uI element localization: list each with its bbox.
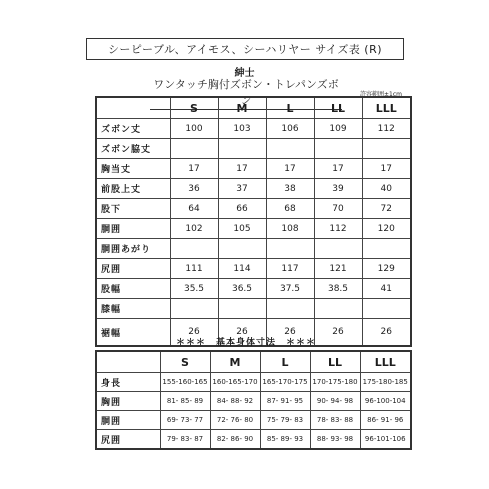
cell-value: 160-165-170 (210, 373, 260, 392)
corner-cell (96, 97, 170, 119)
cell-value: 117 (266, 259, 314, 279)
row-label: ズボン丈 (96, 119, 170, 139)
cell-value: 155-160-165 (160, 373, 210, 392)
cell-value: 78- 83- 88 (310, 411, 360, 430)
cell-value: 39 (314, 179, 362, 199)
cell-value: 100 (170, 119, 218, 139)
cell-value (314, 239, 362, 259)
table-row (96, 179, 411, 199)
cell-value: 17 (266, 159, 314, 179)
cell-value: 84- 88- 92 (210, 392, 260, 411)
cell-value: 64 (170, 199, 218, 219)
cell-value: 68 (266, 199, 314, 219)
cell-value: 121 (314, 259, 362, 279)
cell-value: 81- 85- 89 (160, 392, 210, 411)
row-label: 股幅 (96, 279, 170, 299)
cell-value: 70 (314, 199, 362, 219)
cell-value (314, 299, 362, 319)
row-label: 胸当丈 (96, 159, 170, 179)
table-row (96, 239, 411, 259)
table-header-row (96, 97, 411, 119)
column-header-s: S (160, 351, 210, 373)
row-label: 尻囲 (96, 259, 170, 279)
cell-value: 17 (314, 159, 362, 179)
column-header-l: L (260, 351, 310, 373)
table-row (96, 259, 411, 279)
table-row (96, 119, 411, 139)
cell-value: 114 (218, 259, 266, 279)
cell-value: 40 (362, 179, 411, 199)
cell-value: 108 (266, 219, 314, 239)
cell-value: 37 (218, 179, 266, 199)
cell-value: 17 (170, 159, 218, 179)
cell-value: 17 (362, 159, 411, 179)
cell-value: 69- 73- 77 (160, 411, 210, 430)
cell-value: 41 (362, 279, 411, 299)
column-header-lll: LLL (362, 97, 411, 119)
cell-value (266, 139, 314, 159)
cell-value: 112 (362, 119, 411, 139)
cell-value: 35.5 (170, 279, 218, 299)
column-header-s: S (170, 97, 218, 119)
table-row (96, 299, 411, 319)
column-header-ll: LL (310, 351, 360, 373)
table-row (96, 219, 411, 239)
table-header-row (96, 351, 411, 373)
cell-value: 26 (218, 319, 266, 347)
cell-value (170, 139, 218, 159)
column-header-m: M (218, 97, 266, 119)
cell-value: 38 (266, 179, 314, 199)
cell-value (266, 239, 314, 259)
row-label: 胸囲 (96, 392, 160, 411)
table-row (96, 139, 411, 159)
cell-value: 82- 86- 90 (210, 430, 260, 450)
cell-value: 96-100-104 (360, 392, 411, 411)
product-subtitle: ワンタッチ胸付ズボン・トレパンズボン (150, 76, 342, 110)
table-row (96, 392, 411, 411)
cell-value: 103 (218, 119, 266, 139)
cell-value: 37.5 (266, 279, 314, 299)
column-header-ll: LL (314, 97, 362, 119)
cell-value (218, 239, 266, 259)
table-row (96, 411, 411, 430)
row-label: 身長 (96, 373, 160, 392)
cell-value: 38.5 (314, 279, 362, 299)
corner-cell (96, 351, 160, 373)
cell-value (362, 239, 411, 259)
table-row (96, 279, 411, 299)
cell-value: 170-175-180 (310, 373, 360, 392)
cell-value: 72 (362, 199, 411, 219)
row-label: 胴囲あがり (96, 239, 170, 259)
cell-value: 26 (266, 319, 314, 347)
chart-title (86, 38, 404, 60)
row-label: 裾幅 (96, 319, 170, 347)
cell-value: 105 (218, 219, 266, 239)
cell-value: 90- 94- 98 (310, 392, 360, 411)
row-label: 前股上丈 (96, 179, 170, 199)
table-row (96, 373, 411, 392)
cell-value (362, 299, 411, 319)
cell-value: 17 (218, 159, 266, 179)
cell-value: 66 (218, 199, 266, 219)
cell-value (266, 299, 314, 319)
cell-value: 87- 91- 95 (260, 392, 310, 411)
cell-value: 88- 93- 98 (310, 430, 360, 450)
cell-value: 120 (362, 219, 411, 239)
cell-value: 86- 91- 96 (360, 411, 411, 430)
cell-value (314, 139, 362, 159)
row-label: 膝幅 (96, 299, 170, 319)
cell-value: 79- 83- 87 (160, 430, 210, 450)
cell-value (218, 139, 266, 159)
cell-value: 26 (362, 319, 411, 347)
cell-value: 111 (170, 259, 218, 279)
cell-value: 112 (314, 219, 362, 239)
cell-value (218, 299, 266, 319)
row-label: 股下 (96, 199, 170, 219)
body-size-heading: ＊＊＊ 基本身体寸法 ＊＊＊ (175, 338, 316, 348)
column-header-l: L (266, 97, 314, 119)
category-label: 紳士 (234, 68, 255, 79)
cell-value: 175-180-185 (360, 373, 411, 392)
table-row (96, 159, 411, 179)
table-row (96, 199, 411, 219)
cell-value (362, 139, 411, 159)
cell-value: 106 (266, 119, 314, 139)
cell-value: 165-170-175 (260, 373, 310, 392)
row-label: 胴囲 (96, 411, 160, 430)
cell-value: 26 (314, 319, 362, 347)
row-label: 尻囲 (96, 430, 160, 450)
table-row (96, 430, 411, 450)
garment-size-table (95, 96, 412, 347)
cell-value: 102 (170, 219, 218, 239)
cell-value: 85- 89- 93 (260, 430, 310, 450)
cell-value: 75- 79- 83 (260, 411, 310, 430)
cell-value: 26 (170, 319, 218, 347)
cell-value (170, 239, 218, 259)
cell-value: 72- 76- 80 (210, 411, 260, 430)
column-header-lll: LLL (360, 351, 411, 373)
cell-value: 36.5 (218, 279, 266, 299)
chart-title-text: シーピーブル、アイモス、シーハリヤー サイズ表 (R) (107, 43, 383, 56)
cell-value: 36 (170, 179, 218, 199)
tolerance-note: 許容範囲±1cm (360, 91, 402, 98)
cell-value: 129 (362, 259, 411, 279)
cell-value: 109 (314, 119, 362, 139)
column-header-m: M (210, 351, 260, 373)
body-size-table (95, 350, 412, 450)
cell-value: 96-101-106 (360, 430, 411, 450)
row-label: 胴囲 (96, 219, 170, 239)
row-label: ズボン脇丈 (96, 139, 170, 159)
cell-value (170, 299, 218, 319)
